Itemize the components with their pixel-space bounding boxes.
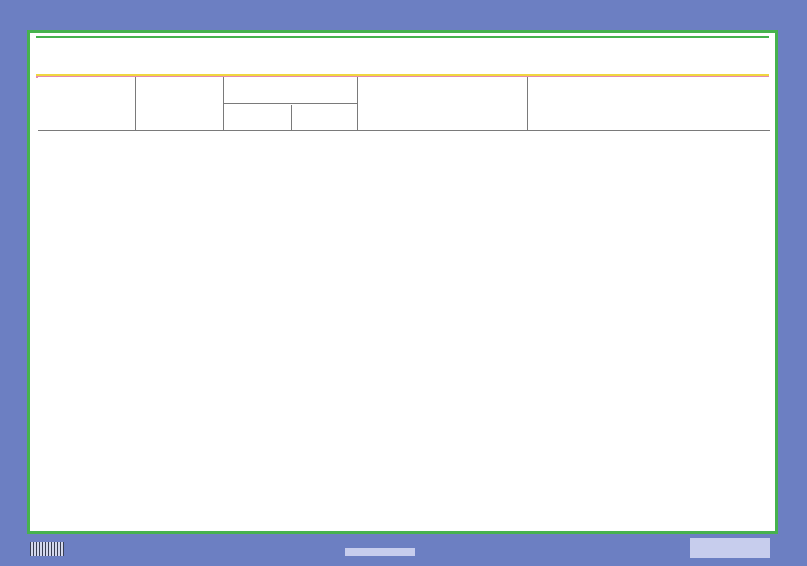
publisher-logos bbox=[345, 548, 415, 556]
poster bbox=[27, 30, 778, 534]
header-units bbox=[224, 79, 357, 104]
header-units-si bbox=[224, 105, 292, 130]
page-title bbox=[36, 41, 769, 73]
barcode-icon bbox=[30, 542, 64, 556]
footer bbox=[0, 534, 807, 566]
header-units-non-si bbox=[292, 105, 357, 130]
table-header-row bbox=[38, 77, 770, 131]
top-stripe-green bbox=[36, 36, 769, 38]
imprint-block bbox=[690, 538, 770, 558]
